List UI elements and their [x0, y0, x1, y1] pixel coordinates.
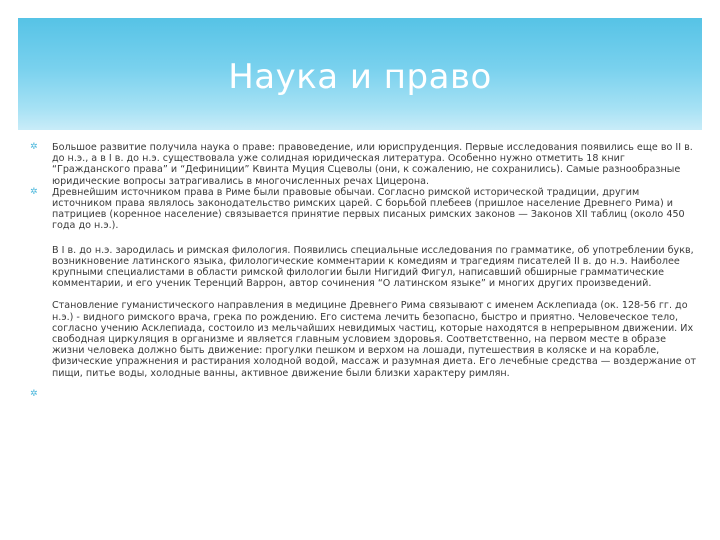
- bullet-star-icon: ✲: [30, 388, 38, 399]
- paragraph-text: Большое развитие получила наука о праве: правоведение, или юриспруденция. Первые исследования появились еще во II в. до н.э., а в I в. до н.э. существовала уже солидная юридическая литература. Особенно нужно отметить 18 книг “Гражданского права” и “Дефиниции” Квинта Муция Сцеволы (они, к сожалению, не сохранились). Самые разнообразные юридические вопросы затрагивались в многочисленных речах Цицерона.: [52, 142, 693, 187]
- bullet-star-icon: ✲: [30, 186, 38, 197]
- paragraph-3: [30, 245, 698, 290]
- bullet-star-icon: ✲: [30, 142, 38, 152]
- paragraph-5-empty: [30, 389, 698, 400]
- paragraph-2: [30, 187, 698, 232]
- paragraph-text: Становление гуманистического направления в медицине Древнего Рима связывают с именем Асклепиада (ок. 128-56 гг. до н.э.) - видного римского врача, грека по рождению. Его система лечить безопасно, быстро и приятно. Человеческое тело, согласно учению Асклепиада, состоило из мельчайших невидимых частиц, которые находятся в непрерывном движении. Их свободная циркуляция в организме и является главным условием здоровья. Соответственно, на первом месте в образе жизни человека должно быть движение: прогулки пешком и верхом на лошади, путешествия в коляске и на корабле, физические упражнения и растирания холодной водой, массаж и разумная диета. Его лечебные средства — воздержание от пищи, питье воды, холодные ванны, активное движение были близки характеру римлян.: [52, 300, 697, 379]
- paragraph-4: [30, 300, 698, 378]
- paragraph-text: Древнейшим источником права в Риме были правовые обычаи. Согласно римской исторической традиции, другим источником права являлось законодательство римских царей. С борьбой плебеев (пришлое население Древнего Рима) и патрициев (коренное население) связывается принятие первых писаных римских законов — Законов XII таблиц (около 450 года до н.э.).: [52, 186, 685, 232]
- paragraph-text: В I в. до н.э. зародилась и римская филология. Появились специальные исследования по грамматике, об употреблении букв, возникновение латинского языка, филологические комментарии к комедиям и трагедиям писателей II в. до н.э. Наиболее крупными специалистами в области римской филологии были Нигидий Фигул, написавший обширные грамматические комментарии, и его ученик Теренций Варрон, автор сочинения “О латинском языке” и многих других произведений.: [52, 244, 694, 290]
- paragraph-1: [30, 142, 698, 187]
- slide-title: Наука и право: [228, 57, 492, 97]
- paragraph-text: [52, 389, 698, 400]
- slide-body: [30, 142, 698, 400]
